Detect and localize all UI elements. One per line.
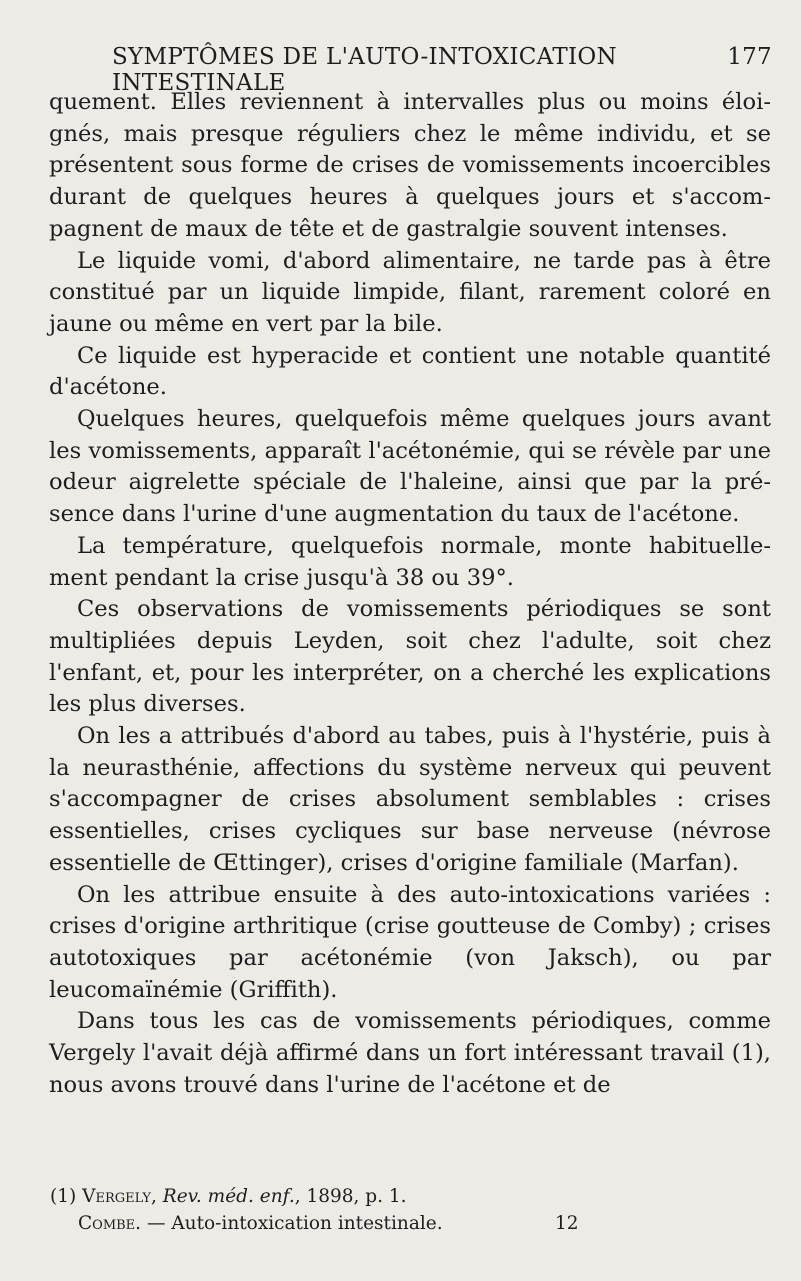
footnote-citation: , 1898, p. 1. [294, 1186, 407, 1207]
paragraph-9: Dans tous les cas de vomissements périodiques, comme Vergely l'avait déjà affirmé dans un fort intéressant travail (1), nous avons trouvé dans l'urine de l'acétone et de [49, 1008, 771, 1098]
footnote-1: (1) Vergely, Rev. méd. enf., 1898, p. 1. [50, 1186, 407, 1207]
signature-mark: 12 [555, 1213, 579, 1234]
footnote-marker: (1) [50, 1186, 77, 1207]
paragraph-5: La température, quelquefois normale, monte habituellement pendant la crise jusqu'à 38 ou 39°. [49, 532, 771, 591]
paragraph-3: Ce liquide est hyperacide et contient une notable quantité d'acétone. [49, 342, 771, 401]
running-head [112, 44, 772, 96]
paragraph-1: quement. Elles reviennent à intervalles plus ou moins éloignés, mais presque réguliers chez le même individu, et se présentent sous forme de crises de vomissements incoercibles durant de quelques heures à quelques jours et s'accompagnent de maux de tête et de gastralgie souvent intenses. [49, 89, 771, 242]
paragraph-6: Ces observations de vomissements périodiques se sont multipliées depuis Leyden, soit chez l'adulte, soit chez l'enfant, et, pour les interpréter, on a cherché les explications les plus diverses. [49, 596, 771, 718]
signature-title: — Auto-intoxication intestinale. [146, 1213, 443, 1234]
paragraph-4: Quelques heures, quelquefois même quelques jours avant les vomissements, apparaît l'acétonémie, qui se révèle par une odeur aigrelette spéciale de l'haleine, ainsi que par la présence dans l'urine d'une augmentation du taux de l'acétone. [49, 406, 771, 528]
body-text [49, 87, 771, 1102]
paragraph-2: Le liquide vomi, d'abord alimentaire, ne tarde pas à être constitué par un liquide limpide, filant, rarement coloré en jaune ou même en vert par la bile. [49, 247, 771, 337]
signature-line: Combe. — Auto-intoxication intestinale. 12 [50, 1210, 770, 1237]
page-number: 177 [727, 44, 772, 70]
running-head-title: SYMPTÔMES DE L'AUTO-INTOXICATION INTESTINALE [112, 44, 617, 96]
footnote-author: Vergely [82, 1186, 152, 1207]
footnotes [50, 1183, 770, 1237]
footnote-journal: Rev. méd. enf. [162, 1186, 295, 1207]
paragraph-7: On les a attribués d'abord au tabes, puis à l'hystérie, puis à la neurasthénie, affections du système nerveux qui peuvent s'accompagner de crises absolument semblables : crises essentielles, crises cycliques sur base nerveuse (névrose essentielle de Œttinger), crises d'origine familiale (Marfan). [49, 723, 771, 876]
paragraph-8: On les attribue ensuite à des auto-intoxications variées : crises d'origine arthritique (crise goutteuse de Comby) ; crises autotoxiques par acétonémie (von Jaksch), ou par leucomaïnémie (Griffith). [49, 881, 771, 1003]
signature-author: Combe [78, 1213, 136, 1234]
